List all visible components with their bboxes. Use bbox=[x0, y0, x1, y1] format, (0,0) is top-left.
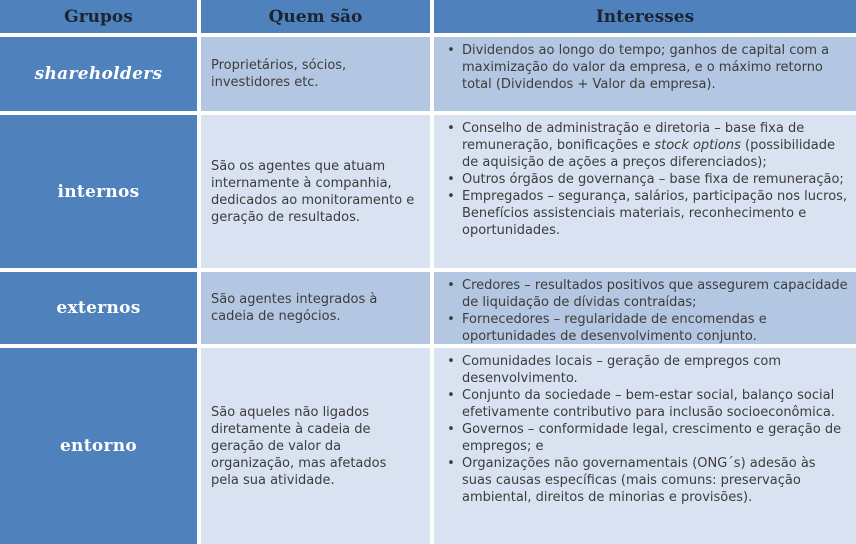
list-item-text: Organizações não governamentais (ONG´s) adesão às suas causas específicas (mais comuns: preservação ambiental, direitos de minorias e provisões). bbox=[462, 456, 816, 505]
list-item bbox=[440, 171, 848, 188]
list-item-text: Empregados – segurança, salários, participação nos lucros, Benefícios assistenciais materiais, reconhecimento e oportunidades. bbox=[462, 189, 848, 238]
column-header-interesses: Interesses bbox=[434, 0, 856, 33]
bullet-icon: • bbox=[447, 278, 455, 293]
list-item bbox=[440, 353, 848, 387]
list-item bbox=[440, 188, 848, 239]
bullet-icon: • bbox=[447, 172, 455, 187]
row-label-entorno: entorno bbox=[0, 348, 197, 544]
list-item-text: Governos – conformidade legal, crescimento e geração de empregos; e bbox=[462, 422, 842, 454]
text-segment-italic: stock options bbox=[654, 138, 741, 153]
interesses-cell-internos bbox=[434, 115, 856, 268]
list-item-text: Outros órgãos de governança – base fixa de remuneração; bbox=[462, 172, 844, 187]
quem-sao-cell-externos: São agentes integrados à cadeia de negócios. bbox=[201, 272, 430, 344]
interesses-cell-shareholders bbox=[434, 37, 856, 111]
bullet-icon: • bbox=[447, 388, 455, 403]
row-label-externos: externos bbox=[0, 272, 197, 344]
list-item bbox=[440, 42, 848, 93]
bullet-icon: • bbox=[447, 312, 455, 327]
bullet-icon: • bbox=[447, 422, 455, 437]
row-label-shareholders: shareholders bbox=[0, 37, 197, 111]
bullet-icon: • bbox=[447, 189, 455, 204]
interesses-list bbox=[440, 42, 848, 93]
list-item bbox=[440, 421, 848, 455]
list-item bbox=[440, 120, 848, 171]
list-item bbox=[440, 277, 848, 311]
list-item-text: Conjunto da sociedade – bem-estar social, balanço social efetivamente contributivo para inclusão socioeconômica. bbox=[462, 388, 836, 420]
list-item-text: Credores – resultados positivos que assegurem capacidade de liquidação de dívidas contraídas; bbox=[462, 278, 848, 310]
interesses-cell-entorno bbox=[434, 348, 856, 544]
bullet-icon: • bbox=[447, 456, 455, 471]
interesses-list bbox=[440, 277, 848, 344]
quem-sao-cell-shareholders: Proprietários, sócios, investidores etc. bbox=[201, 37, 430, 111]
bullet-icon: • bbox=[447, 121, 455, 136]
interesses-list bbox=[440, 353, 848, 506]
list-item-text: Comunidades locais – geração de empregos com desenvolvimento. bbox=[462, 354, 781, 386]
bullet-icon: • bbox=[447, 354, 455, 369]
bullet-icon: • bbox=[447, 43, 455, 58]
quem-sao-cell-entorno: São aqueles não ligados diretamente à cadeia de geração de valor da organização, mas afetados pela sua atividade. bbox=[201, 348, 430, 544]
list-item-text bbox=[462, 120, 848, 171]
list-item bbox=[440, 455, 848, 506]
list-item-text: Fornecedores – regularidade de encomendas e oportunidades de desenvolvimento conjunto. bbox=[462, 312, 767, 344]
row-label-internos: internos bbox=[0, 115, 197, 268]
column-header-quem-sao: Quem são bbox=[201, 0, 430, 33]
text-segment: Conselho de administração e diretoria – base fixa de remuneração, bonificações e bbox=[462, 121, 805, 153]
list-item bbox=[440, 311, 848, 344]
quem-sao-cell-internos: São os agentes que atuam internamente à companhia, dedicados ao monitoramento e geração de resultados. bbox=[201, 115, 430, 268]
interesses-list bbox=[440, 120, 848, 239]
text-segment: (possibilidade de aquisição de ações a preços diferenciados); bbox=[462, 138, 835, 170]
column-header-grupos: Grupos bbox=[0, 0, 197, 33]
list-item bbox=[440, 387, 848, 421]
interesses-cell-externos bbox=[434, 272, 856, 344]
list-item-text: Dividendos ao longo do tempo; ganhos de capital com a maximização do valor da empresa, e o máximo retorno total (Dividendos + Valor da empresa). bbox=[462, 43, 830, 92]
